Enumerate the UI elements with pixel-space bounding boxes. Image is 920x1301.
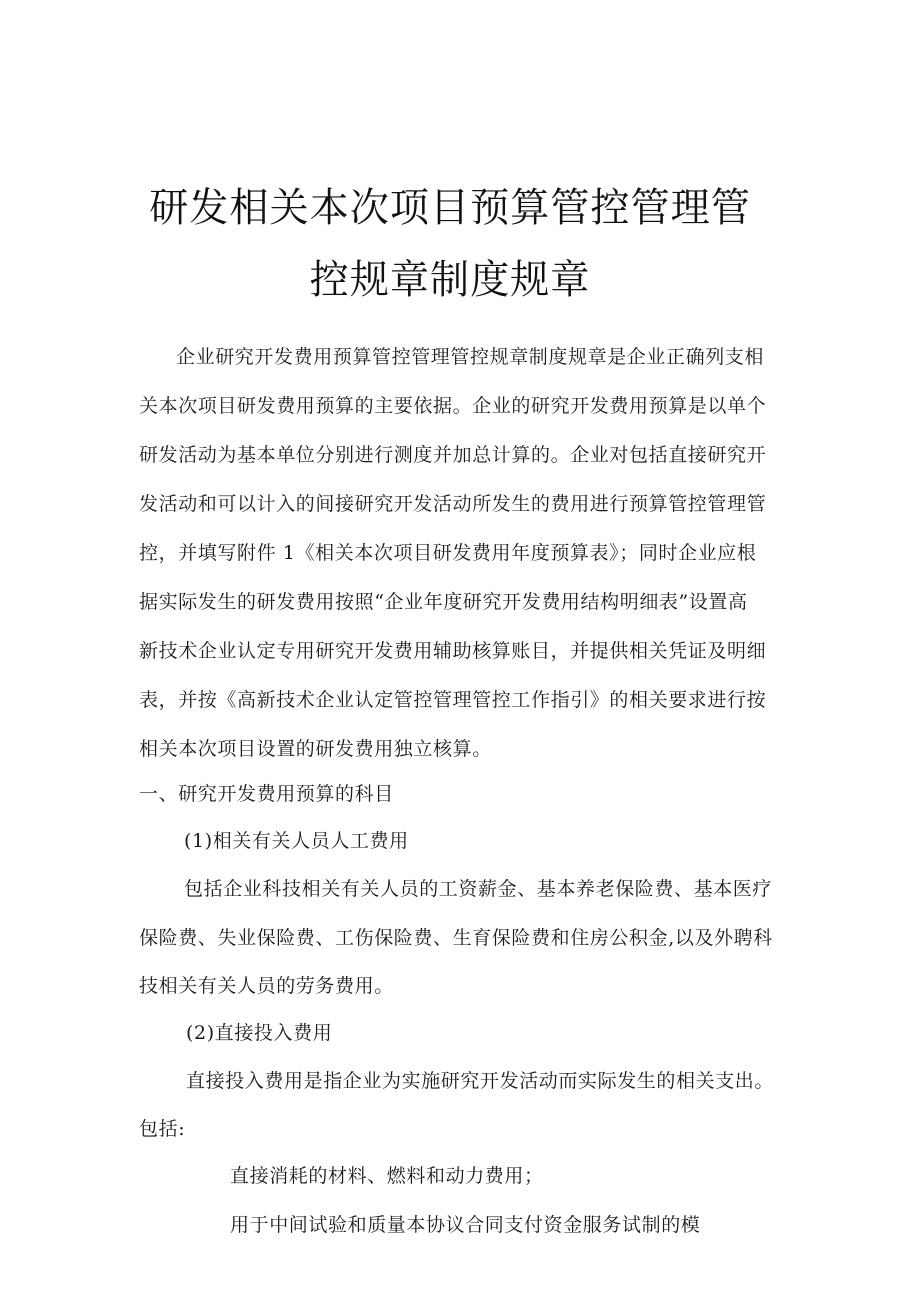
body-line: 保险费、失业保险费、工伤保险费、生育保险费和住房公积金,以及外聘科 bbox=[139, 927, 773, 949]
body-line: 发活动和可以计入的间接研究开发活动所发生的费用进行预算管控管理管 bbox=[139, 493, 767, 515]
body-line: 新技术企业认定专用研究开发费用辅助核算账目，并提供相关凭证及明细 bbox=[139, 640, 767, 662]
body-line: 包括: bbox=[139, 1118, 186, 1140]
body-line: 控，并填写附件 1《相关本次项目研发费用年度预算表》；同时企业应根 bbox=[139, 542, 757, 564]
body-line: 研发活动为基本单位分别进行测度并加总计算的。企业对包括直接研究开 bbox=[139, 444, 767, 466]
body-line: 相关本次项目设置的研发费用独立核算。 bbox=[139, 738, 492, 760]
document-title-line-1: 研发相关本次项目预算管控管理管 bbox=[149, 185, 751, 231]
body-line: 直接投入费用是指企业为实施研究开发活动而实际发生的相关支出。 bbox=[186, 1070, 775, 1092]
body-line: 据实际发生的研发费用按照“企业年度研究开发费用结构明细表”设置高 bbox=[139, 591, 748, 613]
body-line: 企业研究开发费用预算管控管理管控规章制度规章是企业正确列支相 bbox=[176, 346, 765, 368]
list-item: 直接消耗的材料、燃料和动力费用； bbox=[230, 1165, 544, 1187]
body-line: 包括企业科技相关有关人员的工资薪金、基本养老保险费、基本医疗 bbox=[184, 878, 773, 900]
body-line: 技相关有关人员的劳务费用。 bbox=[139, 975, 394, 997]
subsection-heading: (2)直接投入费用 bbox=[186, 1022, 333, 1044]
body-line: 表，并按《高新技术企业认定管控管理管控工作指引》的相关要求进行按 bbox=[139, 689, 767, 711]
document-title-line-2: 控规章制度规章 bbox=[309, 257, 591, 303]
list-item: 用于中间试验和质量本协议合同支付资金服务试制的模 bbox=[230, 1214, 701, 1236]
subsection-heading: (1)相关有关人员人工费用 bbox=[184, 830, 409, 852]
section-heading: 一、研究开发费用预算的科目 bbox=[139, 783, 394, 805]
body-line: 关本次项目研发费用预算的主要依据。企业的研究开发费用预算是以单个 bbox=[139, 395, 767, 417]
